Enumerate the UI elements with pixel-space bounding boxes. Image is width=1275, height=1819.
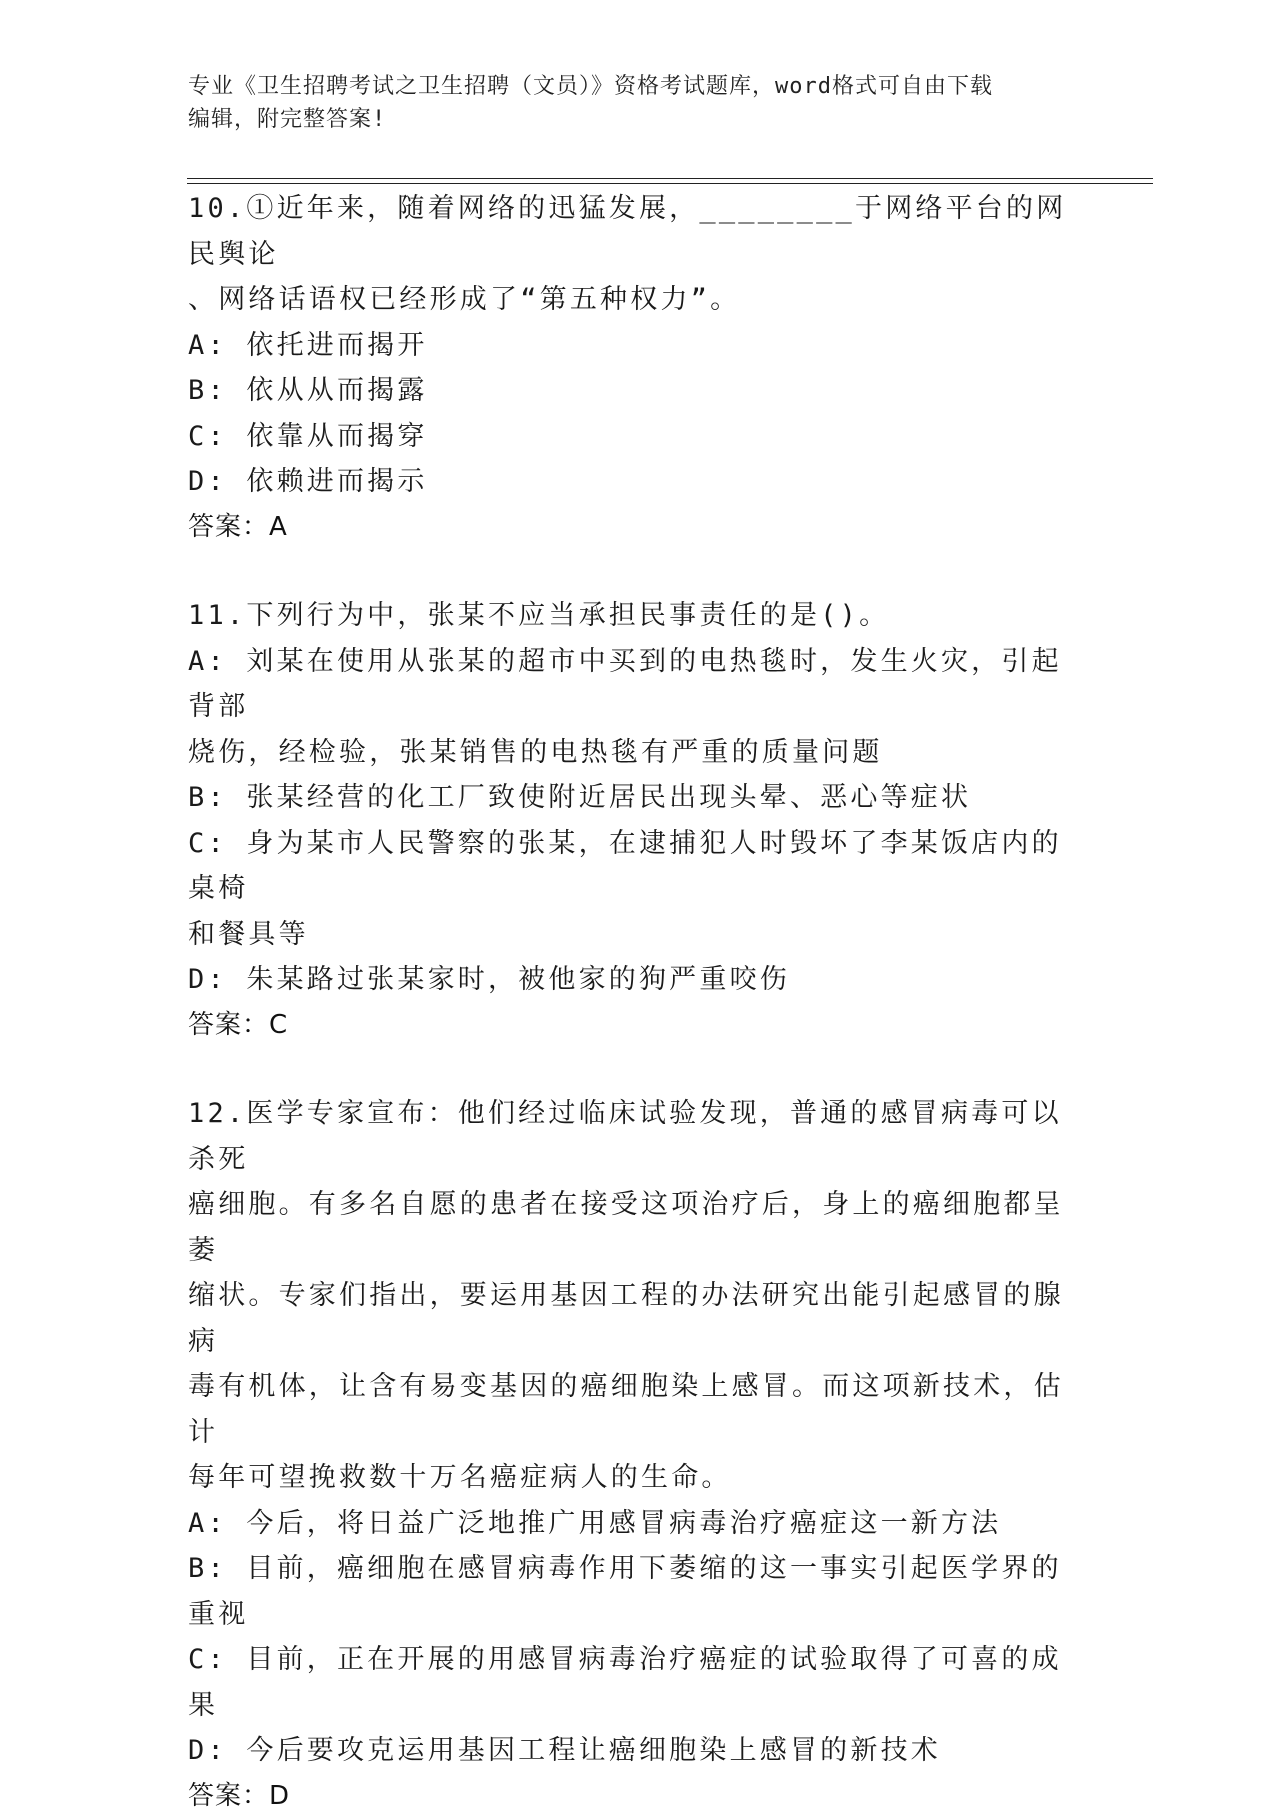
header-line-1: 专业《卫生招聘考试之卫生招聘（文员）》资格考试题库，word格式可自由下载 [188, 70, 1088, 103]
option-c: C: 身为某市人民警察的张某，在逮捕犯人时毁坏了李某饭店内的桌椅 [188, 821, 1088, 912]
question-stem-line: 、网络话语权已经形成了“第五种权力”。 [188, 277, 1088, 323]
question-stem-line: 缩状。专家们指出，要运用基因工程的办法研究出能引起感冒的腺病 [188, 1273, 1088, 1364]
option-b: B: 目前，癌细胞在感冒病毒作用下萎缩的这一事实引起医学界的重视 [188, 1546, 1088, 1637]
header-rule-bottom [187, 183, 1153, 184]
question-11 [188, 593, 1088, 1048]
option-d: D: 朱某路过张某家时，被他家的狗严重咬伤 [188, 957, 1088, 1003]
option-b: B: 张某经营的化工厂致使附近居民出现头晕、恶心等症状 [188, 775, 1088, 821]
option-d: D: 今后要攻克运用基因工程让癌细胞染上感冒的新技术 [188, 1728, 1088, 1774]
question-12 [188, 1091, 1088, 1819]
option-c-continued: 和餐具等 [188, 912, 1088, 958]
option-a-continued: 烧伤，经检验，张某销售的电热毯有严重的质量问题 [188, 730, 1088, 776]
answer-label: 答案：C [188, 1003, 1088, 1049]
option-a: A: 依托进而揭开 [188, 323, 1088, 369]
answer-label: 答案：A [188, 505, 1088, 551]
question-stem-line: 癌细胞。有多名自愿的患者在接受这项治疗后，身上的癌细胞都呈萎 [188, 1182, 1088, 1273]
question-stem-line: 11.下列行为中，张某不应当承担民事责任的是()。 [188, 593, 1088, 639]
option-d: D: 依赖进而揭示 [188, 459, 1088, 505]
question-stem-line: 每年可望挽救数十万名癌症病人的生命。 [188, 1455, 1088, 1501]
option-a: A: 今后，将日益广泛地推广用感冒病毒治疗癌症这一新方法 [188, 1501, 1088, 1547]
question-10 [188, 186, 1088, 550]
document-header [188, 70, 1088, 136]
answer-label: 答案：D [188, 1774, 1088, 1819]
header-line-2: 编辑，附完整答案! [188, 103, 1088, 136]
question-stem-line: 12.医学专家宣布：他们经过临床试验发现，普通的感冒病毒可以杀死 [188, 1091, 1088, 1182]
question-list [188, 186, 1088, 1819]
option-c: C: 依靠从而揭穿 [188, 414, 1088, 460]
option-a: A: 刘某在使用从张某的超市中买到的电热毯时，发生火灾，引起背部 [188, 639, 1088, 730]
option-b: B: 依从从而揭露 [188, 368, 1088, 414]
option-c: C: 目前，正在开展的用感冒病毒治疗癌症的试验取得了可喜的成果 [188, 1637, 1088, 1728]
header-rule-top [187, 178, 1153, 179]
question-stem-line: 10.①近年来，随着网络的迅猛发展，________于网络平台的网民舆论 [188, 186, 1088, 277]
question-stem-line: 毒有机体，让含有易变基因的癌细胞染上感冒。而这项新技术，估计 [188, 1364, 1088, 1455]
